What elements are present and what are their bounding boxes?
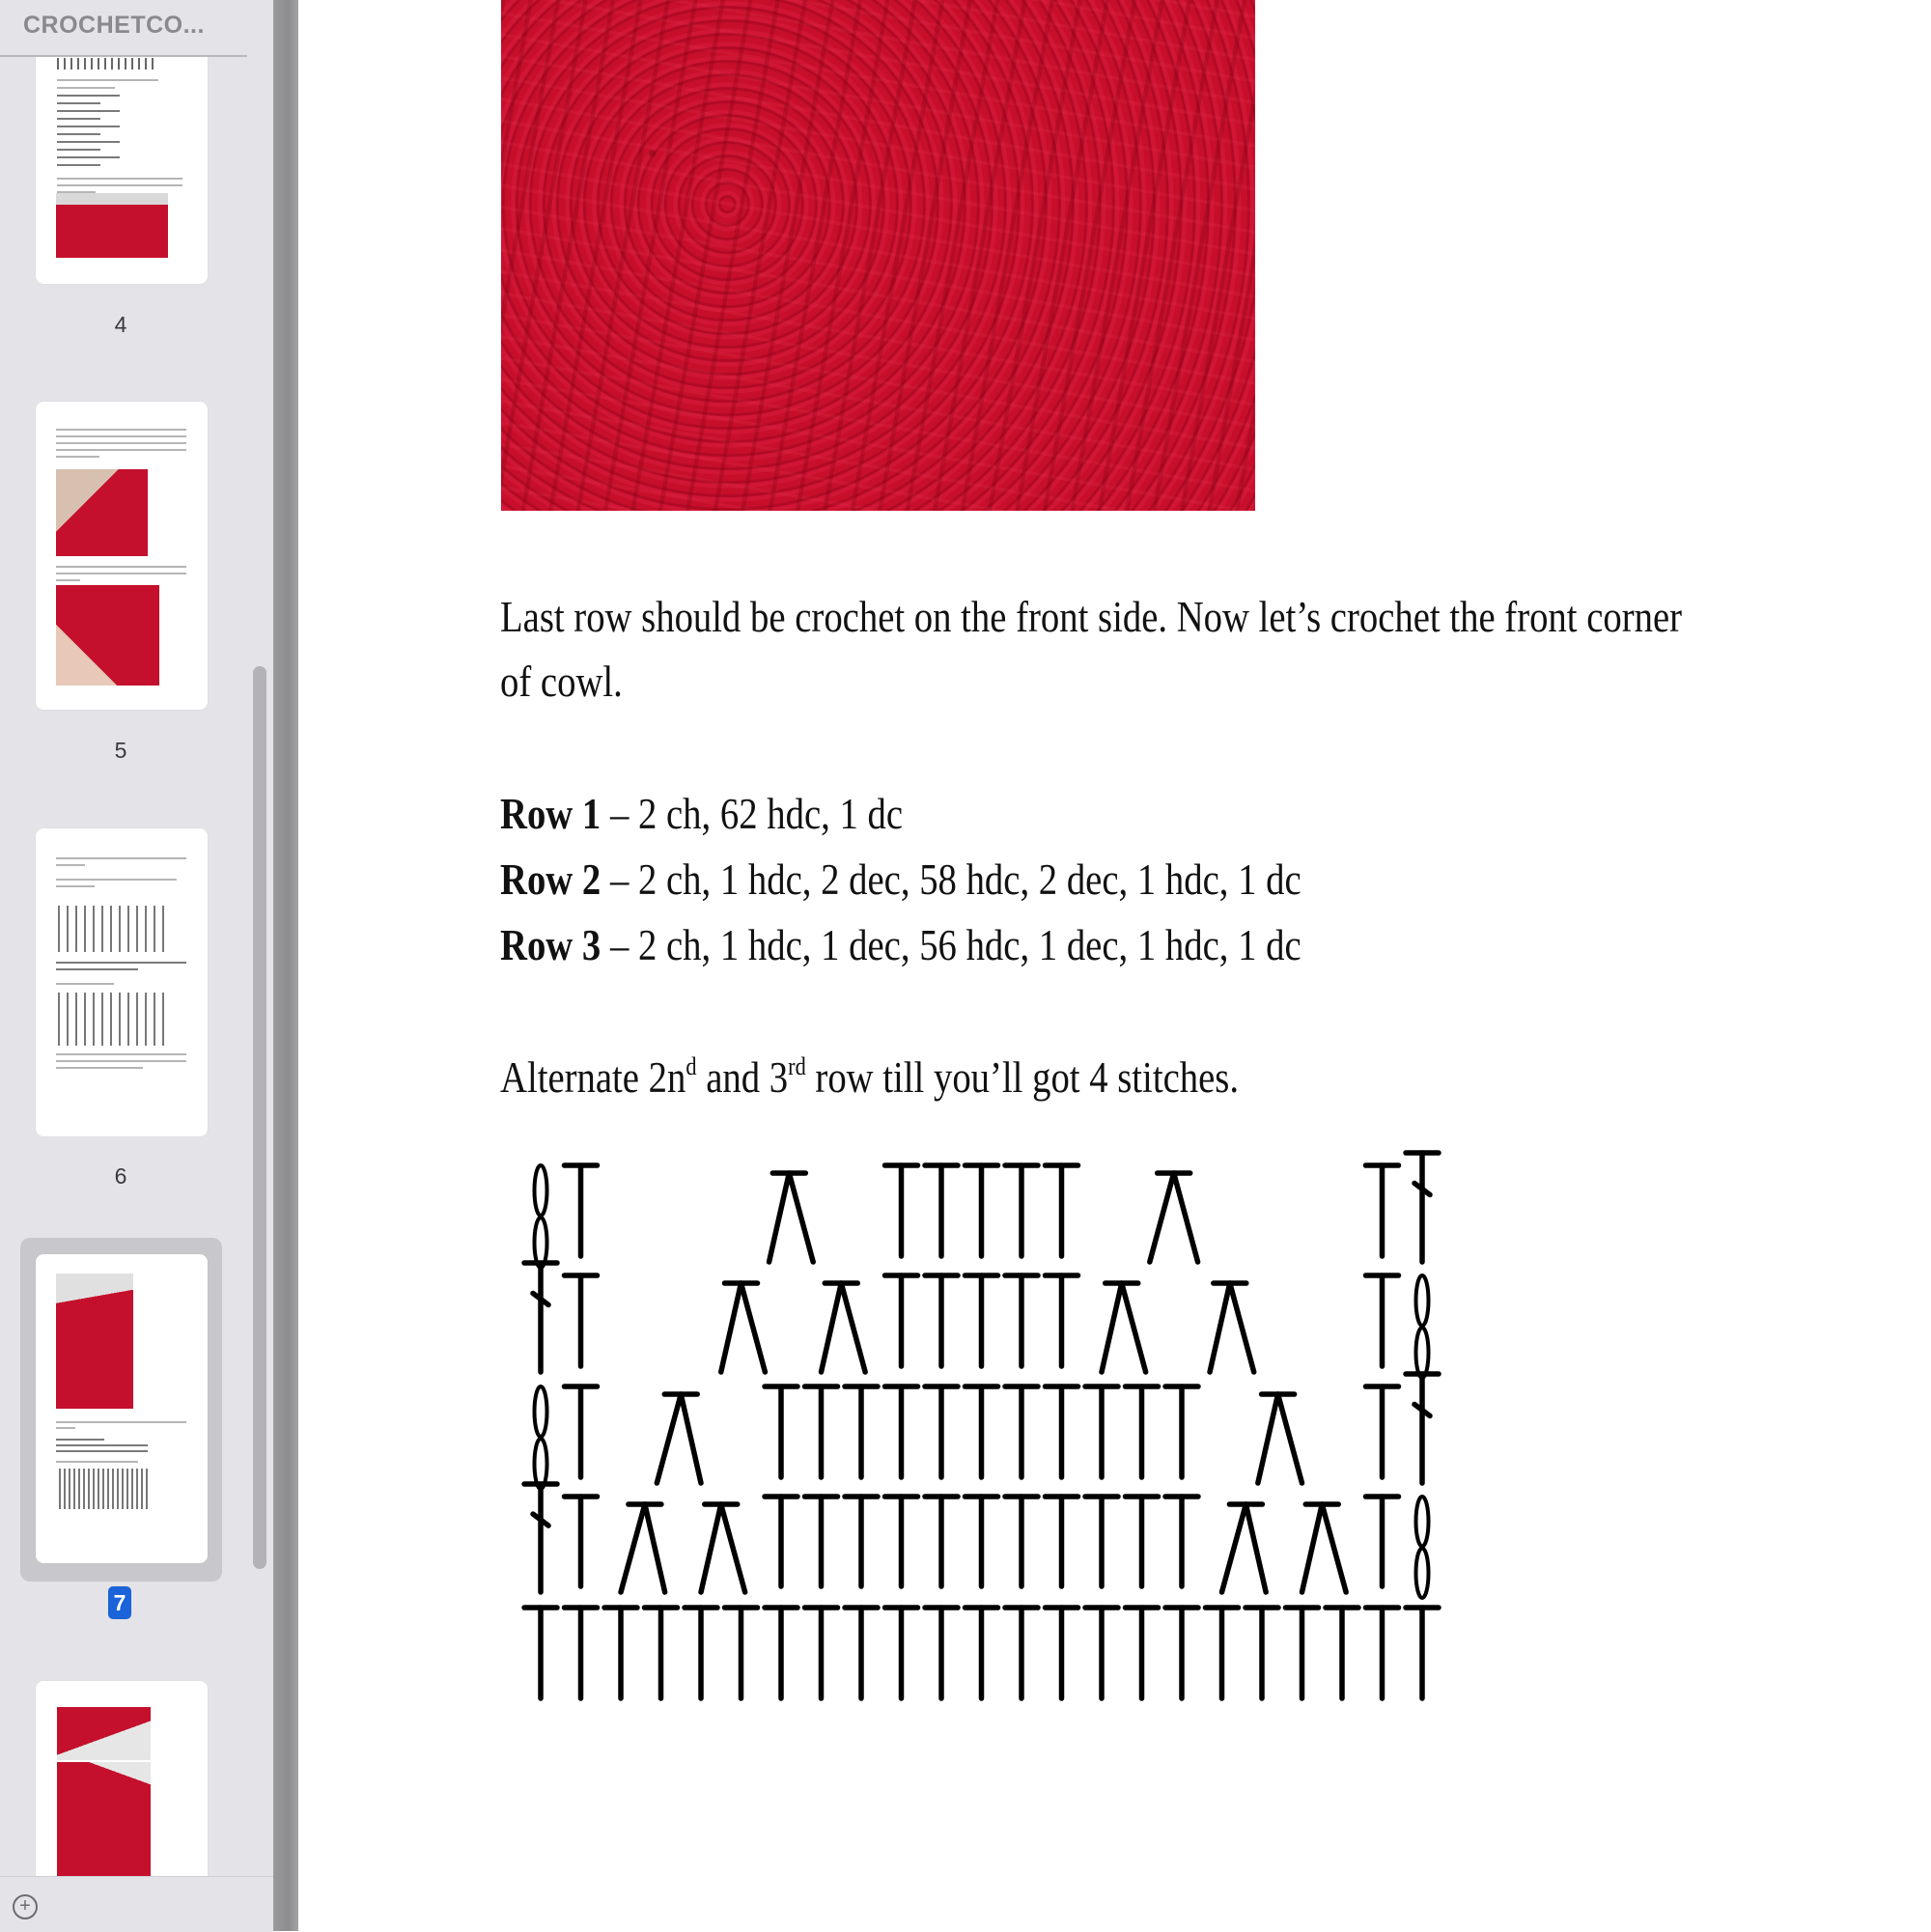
chain-symbol: [535, 1386, 547, 1437]
row-label: Row 1: [500, 790, 602, 838]
chain-symbol: [535, 1218, 547, 1268]
decrease-symbol: [1210, 1283, 1230, 1372]
decrease-symbol: [822, 1283, 842, 1372]
sidebar-scrollbar[interactable]: [253, 666, 266, 1569]
row-label: Row 3: [500, 921, 602, 969]
decrease-symbol: [770, 1173, 790, 1262]
decrease-symbol: [701, 1504, 721, 1592]
decrease-symbol: [681, 1394, 701, 1483]
alt-sup-2: rd: [788, 1052, 806, 1080]
intro-line-1: Last row should be crochet on the front side. Now let’s crochet the front corner: [500, 593, 1683, 641]
row-2-instruction: [500, 848, 1301, 911]
intro-paragraph: [500, 585, 1682, 649]
page-number-5: 5: [114, 738, 127, 763]
intro-line-2: of cowl.: [500, 658, 623, 706]
decrease-symbol: [1150, 1173, 1174, 1262]
page-number-7-selected: 7: [108, 1586, 131, 1619]
intro-paragraph-cont: [500, 650, 623, 714]
decrease-symbol: [1222, 1504, 1246, 1592]
thumbnail-photo: [56, 193, 168, 258]
document-title: CROCHETCO...: [23, 12, 205, 39]
thumbnail-page-6[interactable]: [36, 828, 208, 1136]
decrease-symbol: [1230, 1283, 1254, 1372]
row-text: – 2 ch, 1 hdc, 2 dec, 58 hdc, 2 dec, 1 hdc, 1 dc: [601, 855, 1301, 904]
thumbnail-page-7[interactable]: [36, 1254, 208, 1563]
chain-symbol: [1416, 1328, 1429, 1378]
row-text: – 2 ch, 1 hdc, 1 dec, 56 hdc, 1 dec, 1 hdc, 1 dc: [601, 921, 1301, 969]
page-number-6: 6: [114, 1163, 127, 1189]
decrease-symbol: [1174, 1173, 1198, 1262]
thumbnail-page-4[interactable]: [36, 39, 208, 284]
decrease-symbol: [621, 1504, 645, 1592]
row-1-instruction: [500, 782, 903, 846]
crochet-decrease-chart: [512, 1139, 1448, 1719]
alt-mid: and 3: [696, 1053, 789, 1102]
decrease-symbol: [841, 1283, 865, 1372]
decrease-symbol: [657, 1394, 681, 1483]
sidebar-footer: [0, 1876, 273, 1932]
thumbnail-photo: [56, 469, 148, 556]
decrease-symbol: [742, 1283, 766, 1372]
chain-symbol: [1416, 1549, 1429, 1599]
chain-symbol: [1416, 1497, 1429, 1547]
row-label: Row 2: [500, 855, 602, 904]
decrease-symbol: [1245, 1504, 1266, 1592]
sidebar-resize-divider[interactable]: [273, 0, 298, 1931]
alt-post: row till you’ll got 4 stitches.: [805, 1053, 1240, 1102]
chain-symbol: [535, 1439, 547, 1489]
chain-symbol: [1416, 1275, 1429, 1326]
thumbnail-photo: [56, 585, 159, 686]
decrease-symbol: [721, 1504, 745, 1592]
decrease-symbol: [645, 1504, 665, 1592]
thumbnail-page-5[interactable]: [36, 402, 208, 710]
decrease-symbol: [789, 1173, 813, 1262]
thumbnail-photo: [57, 1707, 151, 1760]
page-thumbnail-sidebar: [0, 0, 273, 1931]
red-crochet-fabric-photo: [501, 0, 1255, 511]
sidebar-header: [0, 0, 247, 57]
decrease-symbol: [1122, 1283, 1146, 1372]
decrease-symbol: [1102, 1283, 1122, 1372]
alt-pre: Alternate 2n: [500, 1053, 686, 1102]
decrease-symbol: [1322, 1504, 1346, 1592]
thumbnail-photo: [57, 1762, 151, 1878]
thumbnail-photo: [56, 1274, 133, 1409]
decrease-symbol: [721, 1283, 742, 1372]
alternate-instruction: [500, 1046, 1239, 1109]
decrease-symbol: [1258, 1394, 1278, 1483]
decrease-symbol: [1278, 1394, 1302, 1483]
decrease-symbol: [1302, 1504, 1323, 1592]
chain-symbol: [535, 1165, 547, 1216]
row-3-instruction: [500, 913, 1301, 977]
alt-sup-1: d: [686, 1052, 697, 1080]
row-text: – 2 ch, 62 hdc, 1 dc: [601, 790, 904, 838]
page-number-4: 4: [114, 312, 127, 337]
plus-circle-icon[interactable]: +: [13, 1894, 38, 1919]
